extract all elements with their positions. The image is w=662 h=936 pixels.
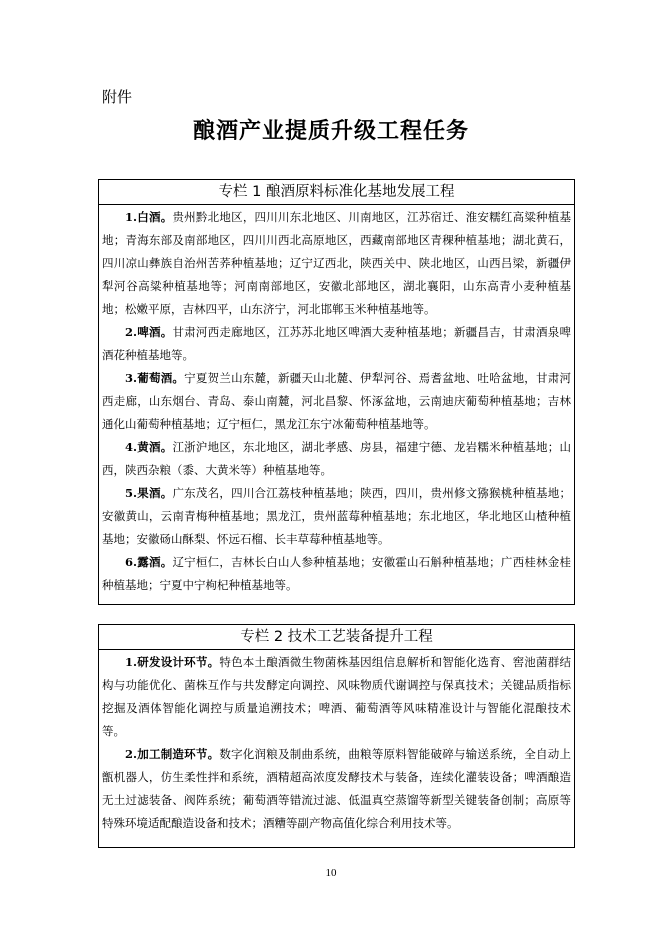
item-text: 特色本土酿酒微生物菌株基因组信息解析和智能化选育、窖池菌群结构与功能优化、菌株互作与共发酵定向调控、风味物质代谢调控与保真技术；关键品质指标挖掘及酒体智能化调控与质量追溯技术；啤酒、葡萄酒等风味精准设计与智能化混酿技术等。 [102,655,571,738]
column-1-item [102,367,571,436]
item-text: 甘肃河西走廊地区，江苏苏北地区啤酒大麦种植基地；新疆昌吉，甘肃酒泉啤酒花种植基地等。 [102,325,572,362]
item-text: 宁夏贺兰山东麓，新疆天山北麓、伊犁河谷、焉耆盆地、吐哈盆地，甘肃河西走廊，山东烟台、青岛、泰山南麓，河北昌黎、怀涿盆地，云南迪庆葡萄种植基地；吉林通化山葡萄种植基地；辽宁桓仁，黑龙江东宁冰葡萄种植基地等。 [102,371,571,431]
column-1-item [102,551,571,597]
column-2-body [99,650,574,835]
document-title: 酿酒产业提质升级工程任务 [192,119,469,144]
column-2-item [102,651,571,743]
column-1-item [102,436,571,482]
page-number: 10 [325,867,337,879]
column-1-body [99,205,574,597]
item-lead: 1.研发设计环节。 [125,655,220,669]
item-text: 辽宁桓仁，吉林长白山人参种植基地；安徽霍山石斛种植基地；广西桂林金桂种植基地；宁夏中宁枸杞种植基地等。 [102,555,572,592]
item-text: 数字化润粮及制曲系统，曲粮等原料智能破碎与输送系统，全自动上甑机器人，仿生柔性拌和系统，酒精超高浓度发酵技术与装备，连续化灌装设备；啤酒酿造无土过滤装备、阀阵系统；葡萄酒等错流过滤、低温真空蒸馏等新型关键装备创制；高原等特殊环境适配酿造设备和技术；酒糟等副产物高值化综合利用技术等。 [102,747,571,830]
item-text: 贵州黔北地区，四川川东北地区、川南地区，江苏宿迁、淮安糯红高粱种植基地；青海东部及南部地区，四川川西北高原地区，西藏南部地区青稞种植基地；湖北黄石，四川凉山彝族自治州苦荞种植基地；辽宁辽西北，陕西关中、陕北地区，山西吕梁，新疆伊犁河谷高粱种植基地等；河南南部地区，安徽北部地区，湖北襄阳，山东高青小麦种植基地；松嫩平原，吉林四平，山东济宁，河北邯郸玉米种植基地等。 [102,210,572,316]
column-1-heading: 专栏 1 酿酒原料标准化基地发展工程 [99,180,574,205]
item-lead: 2.加工制造环节。 [125,747,220,761]
column-box-2 [98,624,575,848]
item-text: 广东茂名，四川合江荔枝种植基地；陕西，四川，贵州修文猕猴桃种植基地；安徽黄山，云南青梅种植基地；黑龙江，贵州蓝莓种植基地；东北地区，华北地区山楂种植基地；安徽砀山酥梨、怀远石榴、长丰草莓种植基地等。 [102,486,572,546]
column-2-item [102,743,571,835]
item-lead: 1.白酒。 [125,210,173,224]
attachment-label: 附件 [102,88,133,106]
column-1-item [102,206,571,321]
item-lead: 5.果酒。 [125,486,173,500]
item-lead: 2.啤酒。 [125,325,173,339]
item-lead: 4.黄酒。 [125,440,173,454]
item-lead: 6.露酒。 [125,555,173,569]
column-1-item [102,482,571,551]
column-1-item [102,321,571,367]
column-2-heading: 专栏 2 技术工艺装备提升工程 [99,625,574,650]
item-lead: 3.葡萄酒。 [125,371,185,385]
item-text: 江浙沪地区，东北地区，湖北孝感、房县，福建宁德、龙岩糯米种植基地；山西，陕西杂粮（黍、大黄米等）种植基地等。 [102,440,572,477]
column-box-1 [98,179,575,605]
